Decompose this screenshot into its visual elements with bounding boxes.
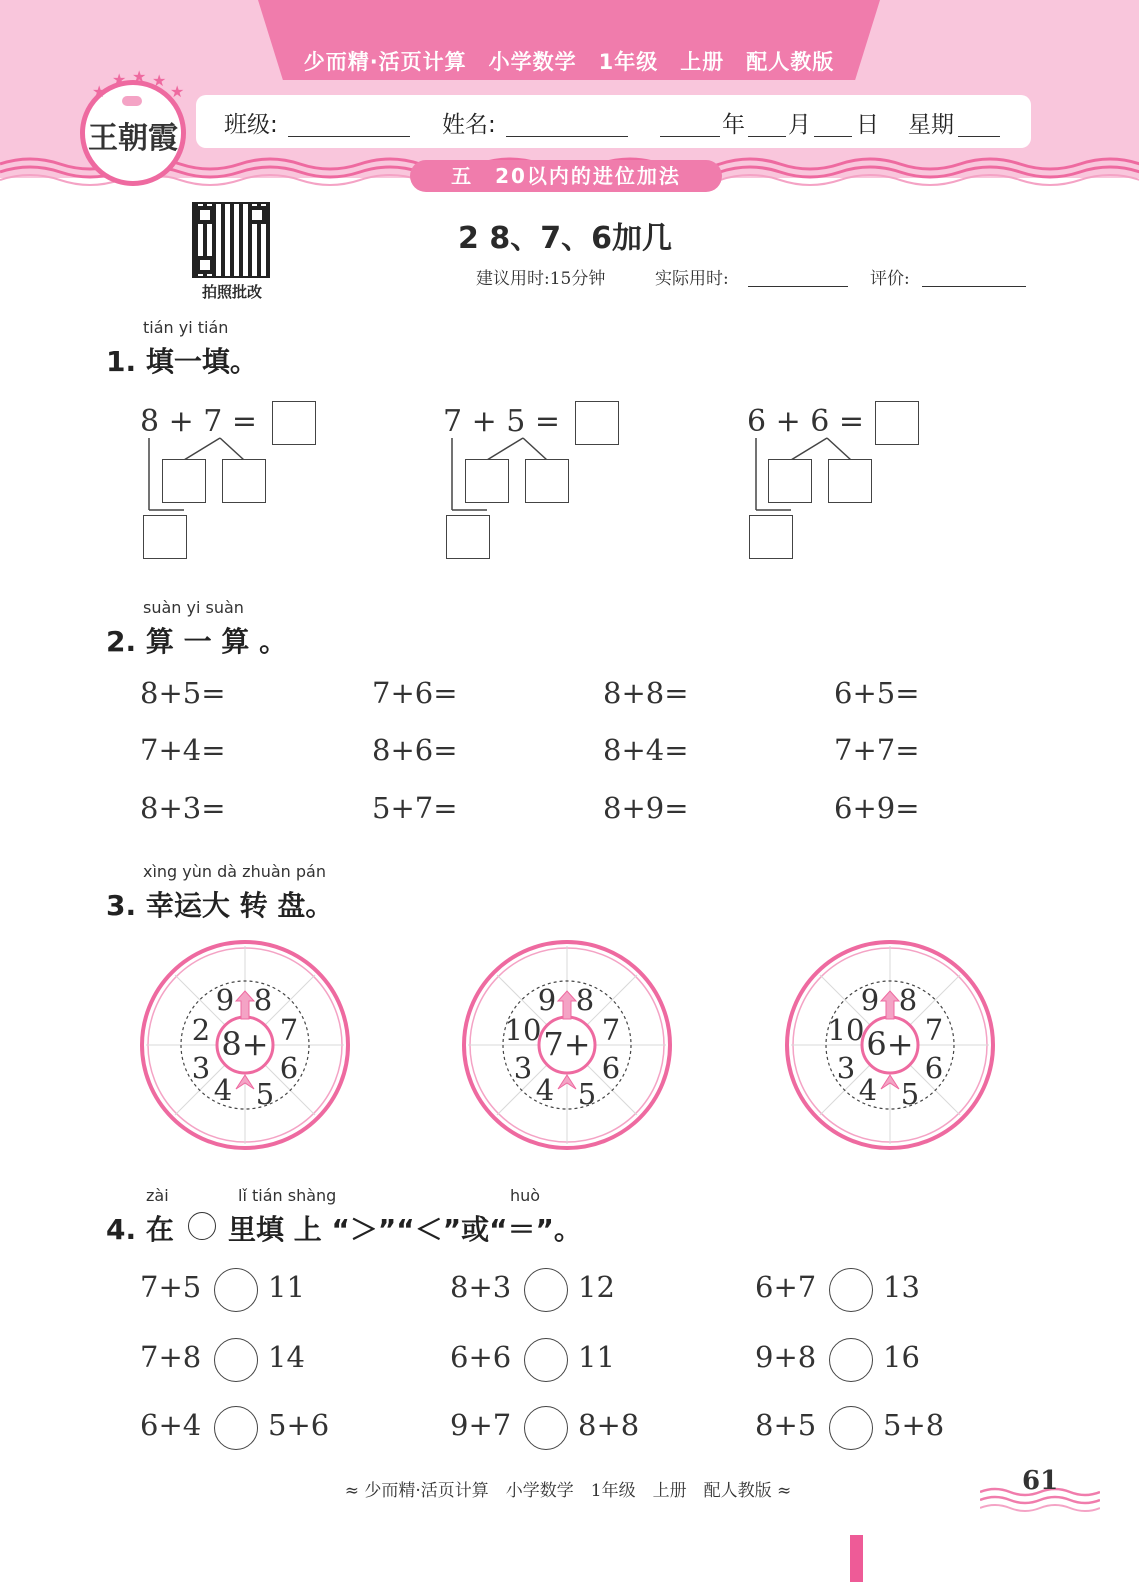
q1-pinyin: tián yi tián [143, 318, 229, 337]
star-icon: ★ [92, 82, 107, 101]
q1-title: 1. 填一填。 [106, 345, 258, 378]
suggested-time: 建议用时:15分钟 [476, 269, 606, 289]
compare-left: 9+8 [755, 1340, 817, 1374]
compare-right: 14 [268, 1340, 305, 1374]
compare-right: 16 [883, 1340, 920, 1374]
compare-left: 9+7 [450, 1408, 512, 1442]
compare-answer-circle[interactable] [829, 1338, 873, 1382]
name-field[interactable] [506, 110, 628, 137]
calc-problem: 8+3= [140, 791, 226, 825]
wheel-number: 7 [279, 1013, 299, 1047]
actual-time-label: 实际用时: [655, 269, 729, 289]
compare-right: 8+8 [578, 1408, 640, 1442]
q3-title: 3. 幸运大 转 盘。 [106, 889, 334, 922]
wheel-number: 5 [255, 1077, 275, 1111]
compare-answer-circle[interactable] [524, 1406, 568, 1450]
answer-box[interactable] [222, 459, 266, 503]
compare-right: 5+8 [883, 1408, 945, 1442]
wheel-center-operator: 8+ [221, 1025, 269, 1063]
compare-answer-circle[interactable] [524, 1268, 568, 1312]
wheel-number: 3 [513, 1051, 533, 1085]
qr-label: 拍照批改 [201, 283, 262, 301]
q1-equation: 6 + 6 = [747, 404, 865, 439]
class-label: 班级: [224, 112, 278, 138]
answer-box[interactable] [828, 459, 872, 503]
calc-problem: 8+9= [603, 791, 689, 825]
q4-title-start: 4. 在 [106, 1213, 174, 1246]
weekday-label: 星期 [908, 112, 954, 138]
compare-right: 13 [883, 1270, 920, 1304]
month-label: 月 [788, 112, 811, 138]
qr-finder [248, 206, 266, 224]
compare-left: 7+8 [140, 1340, 202, 1374]
star-icon: ★ [170, 82, 185, 101]
calc-problem: 6+5= [834, 676, 920, 710]
page-number: 61 [1022, 1466, 1059, 1496]
calc-problem: 6+9= [834, 791, 920, 825]
answer-box[interactable] [749, 515, 793, 559]
circle-symbol-icon [188, 1212, 216, 1240]
calc-problem: 8+8= [603, 676, 689, 710]
month-field[interactable] [748, 110, 786, 137]
crown-icon [122, 96, 142, 106]
wheel-number: 3 [836, 1051, 856, 1085]
compare-left: 8+5 [755, 1408, 817, 1442]
wheel-number: 6 [924, 1051, 944, 1085]
day-label: 日 [856, 112, 879, 138]
compare-left: 6+6 [450, 1340, 512, 1374]
answer-box[interactable] [143, 515, 187, 559]
calc-problem: 8+6= [372, 733, 458, 767]
wheel-number: 8 [575, 983, 595, 1017]
answer-box[interactable] [768, 459, 812, 503]
q3-pinyin: xìng yùn dà zhuàn pán [143, 862, 326, 881]
compare-answer-circle[interactable] [829, 1406, 873, 1450]
q1-equation: 7 + 5 = [443, 404, 561, 439]
wheel-number: 9 [860, 983, 880, 1017]
compare-left: 8+3 [450, 1270, 512, 1304]
wheel-number: 7 [601, 1013, 621, 1047]
wheel-number: 7 [924, 1013, 944, 1047]
wheel-number: 5 [577, 1077, 597, 1111]
page-edge-tab [850, 1535, 863, 1582]
wheel-number: 4 [858, 1073, 878, 1107]
star-icon: ★ [132, 67, 147, 86]
compare-answer-circle[interactable] [524, 1338, 568, 1382]
wheel-center-operator: 6+ [866, 1025, 914, 1063]
wheel-number: 8 [253, 983, 273, 1017]
weekday-field[interactable] [958, 110, 1000, 137]
wheel-number: 8 [898, 983, 918, 1017]
compare-right: 5+6 [268, 1408, 330, 1442]
evaluation-field[interactable] [922, 262, 1026, 287]
wheel-number: 10 [504, 1013, 542, 1047]
wheel-number: 2 [191, 1013, 211, 1047]
wheel-center-operator: 7+ [543, 1025, 591, 1063]
q4-pinyin: lǐ tián shàng [238, 1186, 337, 1205]
logo-text: 王朝霞 [88, 121, 178, 156]
q1-equation: 8 + 7 = [140, 404, 258, 439]
wheel-number: 9 [537, 983, 557, 1017]
compare-left: 6+4 [140, 1408, 202, 1442]
wheel-number: 4 [535, 1073, 555, 1107]
wheel-number: 3 [191, 1051, 211, 1085]
compare-left: 7+5 [140, 1270, 202, 1304]
wheel-number: 4 [213, 1073, 233, 1107]
wheel-number: 5 [900, 1077, 920, 1111]
wheel-number: 9 [215, 983, 235, 1017]
q2-title: 2. 算 一 算 。 [106, 625, 288, 658]
compare-answer-circle[interactable] [214, 1406, 258, 1450]
answer-box[interactable] [162, 459, 206, 503]
wheel-number: 10 [827, 1013, 865, 1047]
year-field[interactable] [660, 110, 720, 137]
calc-problem: 7+4= [140, 733, 226, 767]
compare-right: 12 [578, 1270, 615, 1304]
name-label: 姓名: [442, 112, 496, 138]
qr-finder [196, 206, 214, 224]
qr-finder [196, 256, 214, 274]
evaluation-label: 评价: [870, 269, 910, 289]
calc-problem: 7+7= [834, 733, 920, 767]
answer-box[interactable] [446, 515, 490, 559]
compare-right: 11 [268, 1270, 305, 1304]
day-field[interactable] [814, 110, 852, 137]
q4-pinyin: huò [510, 1186, 541, 1205]
star-icon: ★ [112, 70, 127, 89]
series-title: 少而精·活页计算 小学数学 1年级 上册 配人教版 [303, 50, 835, 74]
actual-time-field[interactable] [748, 262, 848, 287]
lesson-title: 2 8、7、6加几 [458, 221, 672, 256]
calc-problem: 7+6= [372, 676, 458, 710]
compare-answer-circle[interactable] [214, 1268, 258, 1312]
footer-text: ≈ 少而精·活页计算 小学数学 1年级 上册 配人教版 ≈ [344, 1481, 792, 1501]
wheel-number: 6 [601, 1051, 621, 1085]
wheel-number: 6 [279, 1051, 299, 1085]
q4-title-end: 里填 上 “＞”“＜”或“＝”。 [228, 1213, 582, 1246]
compare-answer-circle[interactable] [829, 1268, 873, 1312]
unit-title: 五 20以内的进位加法 [410, 160, 722, 192]
answer-box[interactable] [465, 459, 509, 503]
answer-box[interactable] [525, 459, 569, 503]
calc-problem: 8+4= [603, 733, 689, 767]
star-icon: ★ [152, 71, 167, 90]
compare-right: 11 [578, 1340, 615, 1374]
calc-problem: 5+7= [372, 791, 458, 825]
q2-pinyin: suàn yi suàn [143, 598, 244, 617]
q4-pinyin: zài [146, 1186, 169, 1205]
year-label: 年 [722, 112, 745, 138]
compare-answer-circle[interactable] [214, 1338, 258, 1382]
calc-problem: 8+5= [140, 676, 226, 710]
class-field[interactable] [288, 110, 410, 137]
compare-left: 6+7 [755, 1270, 817, 1304]
